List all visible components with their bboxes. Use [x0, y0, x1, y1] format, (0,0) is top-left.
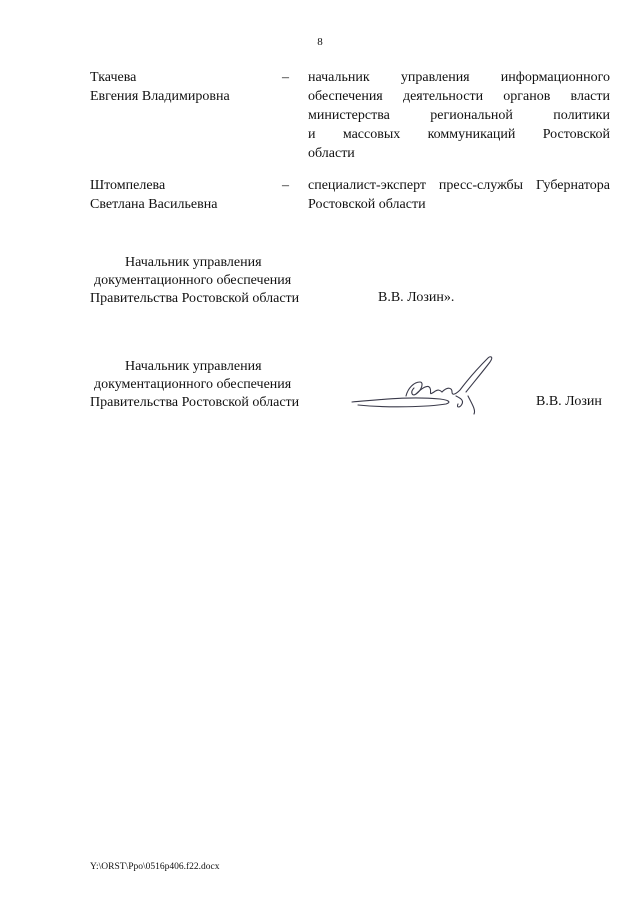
role-line: обеспечения деятельности органов власти — [308, 89, 610, 104]
position-line: документационного обеспечения — [94, 273, 292, 288]
role-line: специалист-эксперт пресс-службы Губернатора — [308, 178, 610, 193]
signature-block — [90, 358, 330, 412]
dash-separator: – — [282, 70, 289, 85]
role-line: начальник управления информационного — [308, 70, 610, 85]
handwritten-signature-icon — [348, 352, 508, 418]
signature-block-quoted — [90, 254, 330, 308]
footer-file-path: Y:\ORST\Ppo\0516p406.f22.docx — [90, 862, 220, 872]
member-role — [308, 68, 610, 163]
position-line: Начальник управления — [125, 359, 262, 374]
role-line: и массовых коммуникаций Ростовской — [308, 127, 610, 142]
position-line: документационного обеспечения — [94, 377, 292, 392]
signatory-name: В.В. Лозин — [536, 394, 602, 409]
member-given-names: Светлана Васильевна — [90, 197, 218, 212]
position-line: Правительства Ростовской области — [90, 291, 300, 306]
role-line: области — [308, 146, 355, 161]
role-line: Ростовской области — [308, 197, 426, 212]
page-number: 8 — [317, 36, 323, 48]
member-name — [90, 68, 270, 106]
member-name — [90, 176, 270, 214]
member-surname: Штомпелева — [90, 178, 166, 193]
position-line: Правительства Ростовской области — [90, 395, 300, 410]
position-line: Начальник управления — [125, 255, 262, 270]
dash-separator: – — [282, 178, 289, 193]
member-role — [308, 176, 610, 214]
member-surname: Ткачева — [90, 70, 137, 85]
member-given-names: Евгения Владимировна — [90, 89, 230, 104]
signatory-name-quoted: В.В. Лозин». — [378, 290, 455, 305]
role-line: министерства региональной политики — [308, 108, 610, 123]
